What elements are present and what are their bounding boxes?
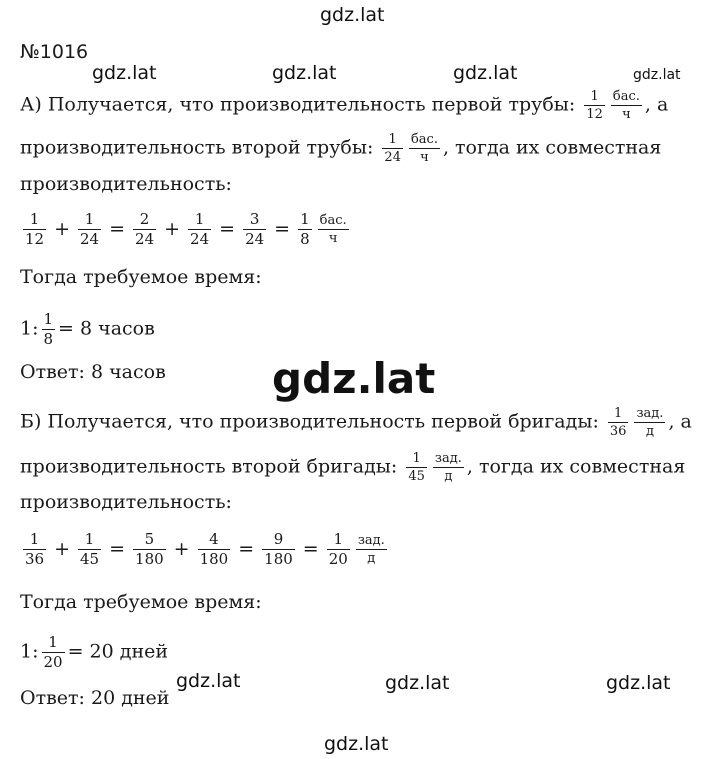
part-b-line-3: производительность: [20, 491, 232, 513]
part-a-time-label: Тогда требуемое время: [20, 266, 262, 288]
fraction: $\frac{1}{20}$ [43, 633, 63, 671]
watermark-bottom: gdz.lat [324, 733, 389, 755]
unit-fraction: $\frac{\text{бас.}}{ч}$ [612, 89, 640, 122]
watermark-b3: gdz.lat [606, 672, 671, 694]
fraction: $\frac{3}{24}$ [245, 210, 265, 248]
part-a-line-3: производительность: [20, 173, 232, 195]
fraction: $\frac{2}{24}$ [135, 210, 155, 248]
fraction: $\frac{1}{45}$ [80, 530, 100, 568]
fraction: $\frac{1}{36}$ [25, 530, 45, 568]
part-b-sum: $\frac{1}{36}$ + $\frac{1}{45}$ = $\frac{5}{180}$ + $\frac{4}{180}$ = $\frac{9}{180}$ = $\frac{1}{20}$ $\frac{\text{зад.}}{д}$ [25, 530, 385, 568]
fraction: $\frac{1}{24}$ [80, 210, 100, 248]
fraction: $\frac{1}{20}$ [328, 530, 348, 568]
fraction: $\frac{1}{8}$ [43, 310, 54, 348]
watermark-small: gdz.lat [633, 67, 681, 83]
watermark-b1: gdz.lat [176, 670, 241, 692]
problem-number: №1016 [20, 41, 89, 63]
watermark-2: gdz.lat [272, 62, 337, 84]
fraction: $\frac{5}{180}$ [135, 530, 164, 568]
part-b-time-label: Тогда требуемое время: [20, 591, 262, 613]
fraction: $\frac{1}{12}$ [586, 89, 603, 122]
fraction: $\frac{9}{180}$ [264, 530, 293, 568]
part-b-line-2: производительность второй бригады: $\frac{1}{45}$ $\frac{\text{зад.}}{д}$ , тогда их совместная [20, 451, 686, 484]
unit-fraction: $\frac{\text{зад.}}{д}$ [636, 406, 664, 439]
unit-fraction: $\frac{\text{зад.}}{д}$ [434, 451, 462, 484]
fraction: $\frac{1}{24}$ [190, 210, 210, 248]
fraction: $\frac{1}{45}$ [408, 451, 425, 484]
fraction: $\frac{1}{8}$ [300, 210, 310, 248]
watermark-1: gdz.lat [92, 62, 157, 84]
unit-fraction: $\frac{\text{зад.}}{д}$ [357, 533, 385, 566]
fraction: $\frac{1}{36}$ [609, 406, 627, 439]
part-a-line-1: А) Получается, что производительность первой трубы: $\frac{1}{12}$ $\frac{\text{бас.}}{ч}$ , а [20, 89, 669, 122]
part-a-time-calc: 1: $\frac{1}{8}$ = 8 часов [20, 310, 155, 348]
watermark-center: gdz.lat [272, 354, 436, 403]
part-a-answer: Ответ: 8 часов [20, 361, 166, 383]
part-b-time-calc: 1: $\frac{1}{20}$ = 20 дней [20, 633, 169, 671]
watermark-top: gdz.lat [320, 4, 385, 26]
part-a-line-2: производительность второй трубы: $\frac{1}{24}$ $\frac{\text{бас.}}{ч}$ , тогда их совместная [20, 132, 662, 165]
watermark-b2: gdz.lat [385, 672, 450, 694]
unit-fraction: $\frac{\text{бас.}}{ч}$ [410, 132, 438, 165]
part-b-line-1: Б) Получается, что производительность первой бригады: $\frac{1}{36}$ $\frac{\text{зад.}}{д}$ , а [20, 406, 692, 439]
unit-fraction: $\frac{\text{бас.}}{ч}$ [319, 213, 347, 246]
part-a-sum: $\frac{1}{12}$ + $\frac{1}{24}$ = $\frac{2}{24}$ + $\frac{1}{24}$ = $\frac{3}{24}$ = $\frac{1}{8}$ $\frac{\text{бас.}}{ч}$ [25, 210, 347, 248]
part-b-answer: Ответ: 20 дней [20, 687, 170, 709]
fraction: $\frac{1}{24}$ [384, 132, 401, 165]
fraction: $\frac{4}{180}$ [199, 530, 229, 568]
watermark-3: gdz.lat [453, 62, 518, 84]
fraction: $\frac{1}{12}$ [25, 210, 45, 248]
